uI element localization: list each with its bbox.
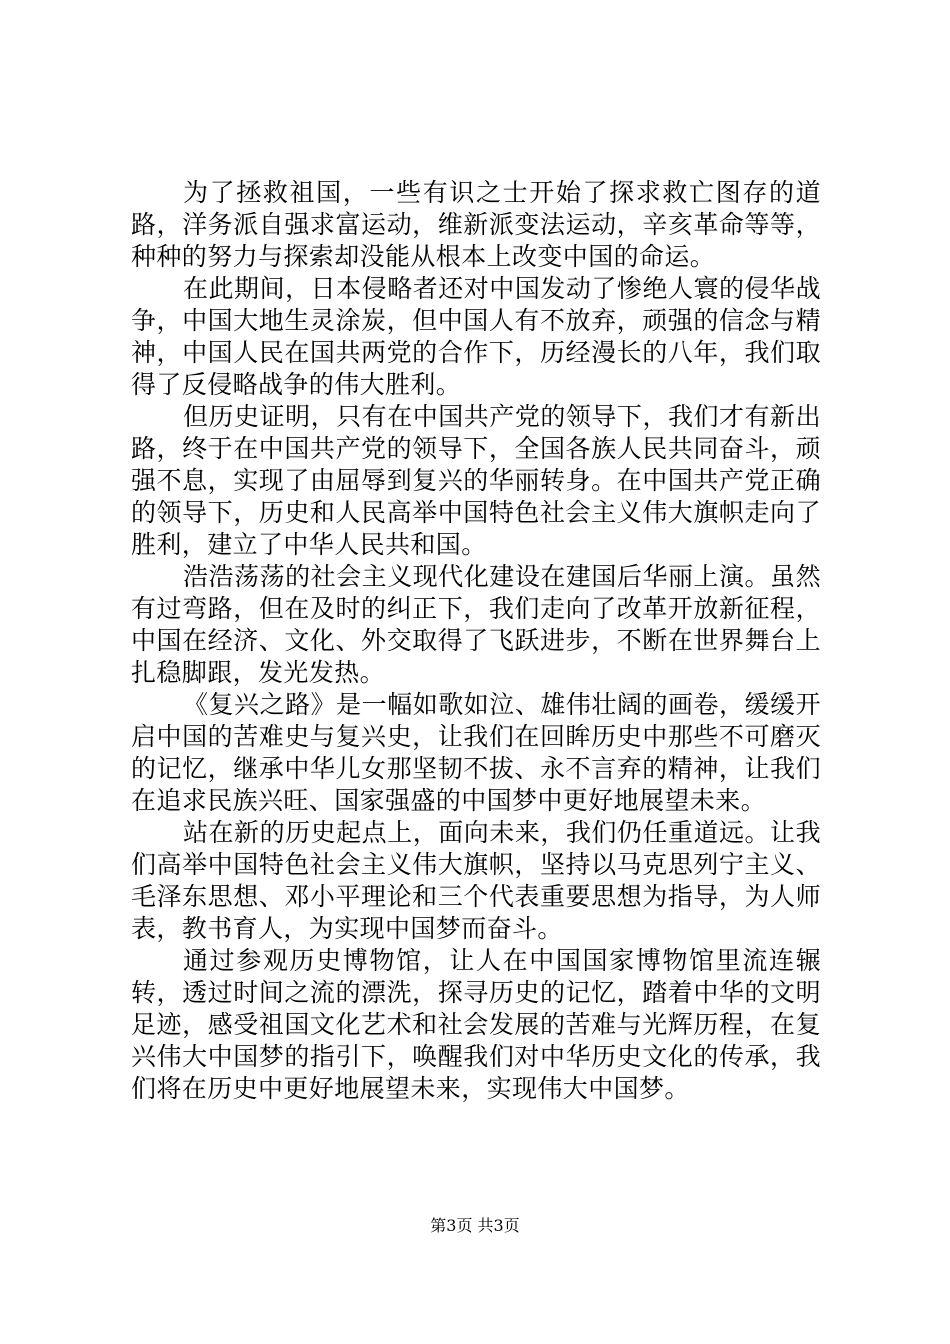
paragraph-3: 但历史证明，只有在中国共产党的领导下，我们才有新出路，终于在中国共产党的领导下，全国各族人民共同奋斗，顽强不息，实现了由屈辱到复兴的华丽转身。在中国共产党正确的领导下，历史和人民高举中国特色社会主义伟大旗帜走向了胜利，建立了中华人民共和国。 (131, 402, 821, 559)
page-number-footer: 第3页 共3页 (430, 1216, 520, 1235)
paragraph-1: 为了拯救祖国，一些有识之士开始了探求救亡图存的道路，洋务派自强求富运动，维新派变法运动，辛亥革命等等，种种的努力与探索却没能从根本上改变中国的命运。 (131, 178, 821, 271)
paragraph-4: 浩浩荡荡的社会主义现代化建设在建国后华丽上演。虽然有过弯路，但在及时的纠正下，我们走向了改革开放新征程，中国在经济、文化、外交取得了飞跃进步，不断在世界舞台上扎稳脚跟，发光发热。 (131, 562, 821, 687)
paragraph-5: 《复兴之路》是一幅如歌如泣、雄伟壮阔的画卷，缓缓开启中国的苦难史与复兴史，让我们在回眸历史中那些不可磨灭的记忆，继承中华儿女那坚韧不拔、永不言弃的精神，让我们在追求民族兴旺、国家强盛的中国梦中更好地展望未来。 (131, 690, 821, 815)
paragraph-2: 在此期间，日本侵略者还对中国发动了惨绝人寰的侵华战争，中国大地生灵涂炭，但中国人有不放弃，顽强的信念与精神，中国人民在国共两党的合作下，历经漫长的八年，我们取得了反侵略战争的伟大胜利。 (131, 274, 821, 399)
paragraph-7: 通过参观历史博物馆，让人在中国国家博物馆里流连辗转，透过时间之流的漂洗，探寻历史的记忆，踏着中华的文明足迹，感受祖国文化艺术和社会发展的苦难与光辉历程，在复兴伟大中国梦的指引下，唤醒我们对中华历史文化的传承，我们将在历史中更好地展望未来，实现伟大中国梦。 (131, 946, 821, 1103)
paragraph-6: 站在新的历史起点上，面向未来，我们仍任重道远。让我们高举中国特色社会主义伟大旗帜，坚持以马克思列宁主义、毛泽东思想、邓小平理论和三个代表重要思想为指导，为人师表，教书育人，为实现中国梦而奋斗。 (131, 818, 821, 943)
document-body (131, 177, 821, 1105)
